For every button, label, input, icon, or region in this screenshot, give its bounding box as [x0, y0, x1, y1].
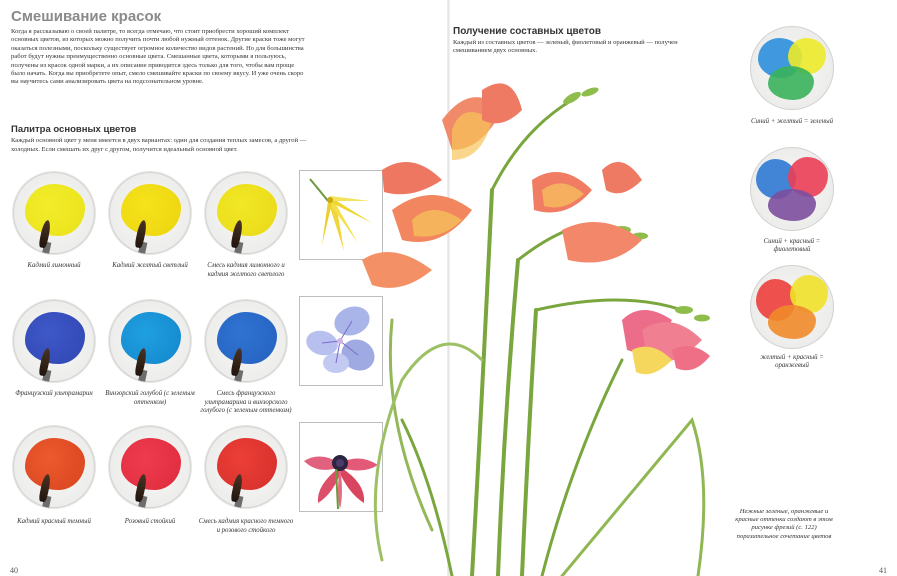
swatch-cadmium-lemon: [13, 172, 95, 254]
swatch-red-mix: [205, 426, 287, 508]
swatch-label: Кадмий желтый светлый: [112, 262, 188, 269]
swatch-yellow-mix: [205, 172, 287, 254]
paint-blob: [25, 438, 85, 490]
paint-blob: [121, 312, 181, 364]
swatch-blue-mix: [205, 300, 287, 382]
paint-blob: [217, 312, 277, 364]
orange-mix-swatch: [750, 265, 834, 349]
swatch-winsor-blue: [109, 300, 191, 382]
page-title: Смешивание красок: [11, 8, 162, 25]
swatch-label: Смесь кадмия лимонного и кадмия желтого светлого: [207, 262, 285, 278]
swatch-label: Розовый стойкий: [124, 518, 176, 525]
mix-label: желтый + красный = оранжевый: [760, 354, 824, 370]
paint-blob: [217, 184, 277, 236]
paint-blob: [768, 66, 814, 100]
paint-blob: [121, 184, 181, 236]
paint-blob: [25, 184, 85, 236]
swatch-label: Смесь французского ультрамарина и винзорского голубого (с зеленым оттенком): [200, 390, 292, 414]
illustration-caption: Нежные зеленые, оранжевые и красные оттенки создают в этом рисунке фрезий (с. 122) поразительное сочетание цветов: [735, 508, 833, 540]
swatch-label: Кадмий лимонный: [27, 262, 81, 269]
swatch-cadmium-yellow-light: [109, 172, 191, 254]
secondary-colors-heading: Получение составных цветов: [453, 26, 601, 37]
mix-label: Синий + желтый = зеленый: [750, 118, 834, 125]
swatch-permanent-rose: [109, 426, 191, 508]
swatch-label: Французский ультрамарин: [15, 390, 93, 397]
green-mix-swatch: [750, 26, 834, 110]
page-number: 40: [10, 566, 18, 575]
mix-label: Синий + красный = фиолетовый: [763, 238, 821, 254]
paint-blob: [121, 438, 181, 490]
page-number: 41: [879, 566, 887, 575]
swatch-cadmium-red-deep: [13, 426, 95, 508]
paint-blob: [768, 189, 816, 221]
swatch-label: Смесь кадмия красного темного и розового стойкого: [198, 518, 294, 534]
freesia-illustration: [322, 60, 752, 576]
swatch-french-ultramarine: [13, 300, 95, 382]
palette-heading: Палитра основных цветов: [11, 124, 137, 135]
violet-mix-swatch: [750, 147, 834, 231]
swatch-label: Винзорский голубой (с зеленым оттенком): [105, 390, 195, 406]
secondary-colors-paragraph: Каждый из составных цветов — зеленый, фиолетовый и оранжевый — получен смешиванием двух основных.: [453, 39, 678, 55]
palette-paragraph: Каждый основной цвет у меня имеется в двух вариантах: один для создания теплых замесов, а другой — холодных. Если смешать их друг с другом, получится идеальный основной цвет.: [11, 137, 307, 153]
paint-blob: [768, 305, 816, 339]
paint-blob: [217, 438, 277, 490]
paint-blob: [25, 312, 85, 364]
intro-paragraph: Когда я рассказываю о своей палитре, то всегда отмечаю, что стоит приобрести хороший комплект основных цветов, из которых можно получить почти любой нужный оттенок. Другие краски тоже могут оказаться полезными, поскольку существует огромное количество видов растений. Но для большинства работ будут нужны преимущественно основные цвета. Смешанные цвета, которыми я пользуюсь, получены из красок одной марки, а их описание приводится здесь только для того, чтобы вам проще было начать. Когда вы приобретете опыт, смело смешивайте краски по своему вкусу. И уже очень скоро вы научитесь сами анализировать цвета на подсознательном уровне.: [11, 28, 305, 86]
swatch-label: Кадмий красный темный: [17, 518, 91, 525]
